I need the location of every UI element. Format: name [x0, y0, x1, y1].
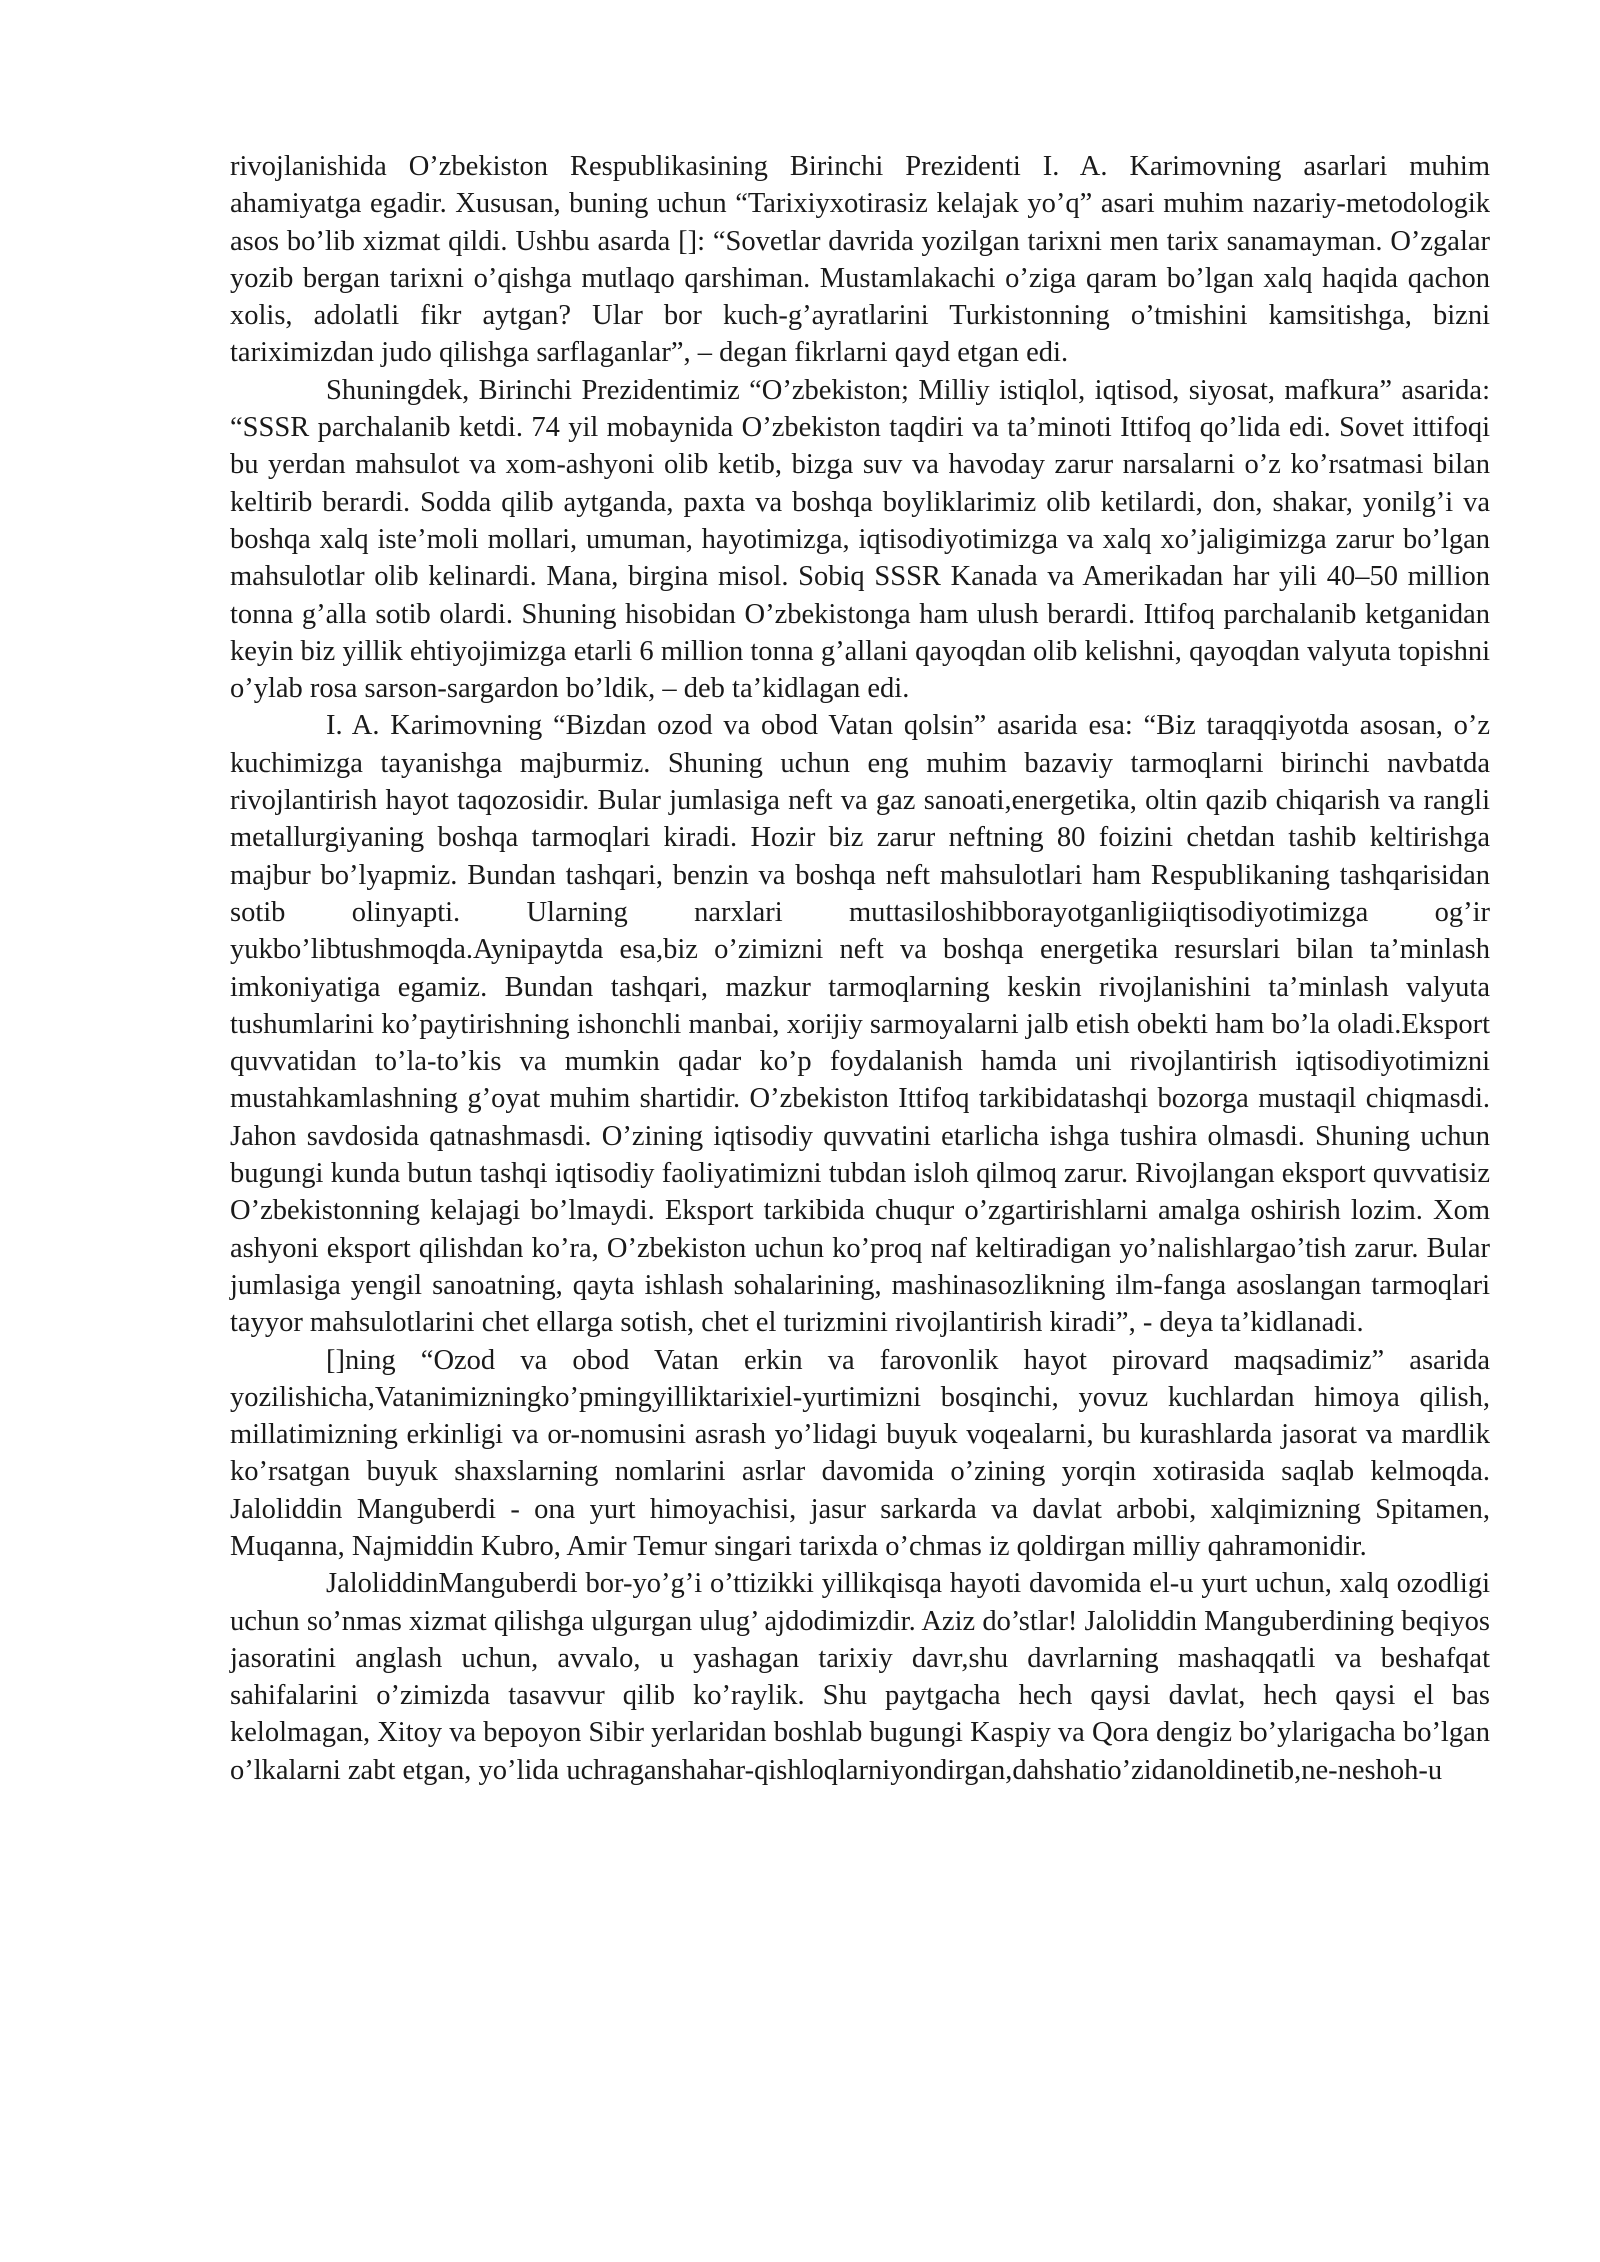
paragraph-1: rivojlanishida O’zbekiston Respublikasining Birinchi Prezidenti I. A. Karimovning asarlari muhim ahamiyatga egadir. Xususan, buning uchun “Tarixiyxotirasiz kelajak yo’q” asari muhim nazariy-metodologik asos bo’lib xizmat qildi. Ushbu asarda []: “Sovetlar davrida yozilgan tarixni men tarix sanamayman. O’zgalar yozib bergan tarixni o’qishga mutlaqo qarshiman. Mustamlakachi o’ziga qaram bo’lgan xalq haqida qachon xolis, adolatli fikr aytgan? Ular bor kuch-g’ayratlarini Turkistonning o’tmishini kamsitishga, bizni tariximizdan judo qilishga sarflaganlar”, – degan fikrlarni qayd etgan edi. — [230, 151, 1490, 369]
paragraph-4: []ning “Ozod va obod Vatan erkin va farovonlik hayot pirovard maqsadimiz” asarida yozilishicha,Vatanimizningko’pmingyilliktarixiel-yurtimizni bosqinchi, yovuz kuchlardan himoya qilish, millatimizning erkinligi va or-nomusini asrash yo’lidagi buyuk voqealarni, bu kurashlarda jasorat va mardlik ko’rsatgan buyuk shaxslarning nomlarini asrlar davomida o’zining yorqin xotirasida saqlab kelmoqda. Jaloliddin Manguberdi - ona yurt himoyachisi, jasur sarkarda va davlat arbobi, xalqimizning Spitamen, Muqanna, Najmiddin Kubro, Amir Temur singari tarixda o’chmas iz qoldirgan milliy qahramonidir. — [230, 1344, 1490, 1562]
paragraph-3: I. A. Karimovning “Bizdan ozod va obod Vatan qolsin” asarida esa: “Biz taraqqiyotda asosan, o’z kuchimizga tayanishga majburmiz. Shuning uchun eng muhim bazaviy tarmoqlarni birinchi navbatda rivojlantirish hayot taqozosidir. Bular jumlasiga neft va gaz sanoati,energetika, oltin qazib chiqarish va rangli metallurgiyaning boshqa tarmoqlari kiradi. Hozir biz zarur neftning 80 foizini chetdan tashib keltirishga majbur bo’lyapmiz. Bundan tashqari, benzin va boshqa neft mahsulotlari ham Respublikaning tashqarisidan sotib olinyapti. Ularning narxlari muttasiloshibborayotganligiiqtisodiyotimizga og’ir yukbo’libtushmoqda.Aynipaytda esa,biz o’zimizni neft va boshqa energetika resurslari bilan ta’minlash imkoniyatiga egamiz. Bundan tashqari, mazkur tarmoqlarning keskin rivojlanishini ta’minlash valyuta tushumlarini ko’paytirishning ishonchli manbai, xorijiy sarmoyalarni jalb etish obekti ham bo’la oladi.Eksport quvvatidan to’la-to’kis va mumkin qadar ko’p foydalanish hamda uni rivojlantirish iqtisodiyotimizni mustahkamlashning g’oyat muhim shartidir. O’zbekiston Ittifoq tarkibidatashqi bozorga mustaqil chiqmasdi. Jahon savdosida qatnashmasdi. O’zining iqtisodiy quvvatini etarlicha ishga tushira olmasdi. Shuning uchun bugungi kunda butun tashqi iqtisodiy faoliyatimizni tubdan isloh qilmoq zarur. Rivojlangan eksport quvvatisiz O’zbekistonning kelajagi bo’lmaydi. Eksport tarkibida chuqur o’zgartirishlarni amalga oshirish lozim. Xom ashyoni eksport qilishdan ko’ra, O’zbekiston uchun ko’proq naf keltiradigan yo’nalishlargao’tish zarur. Bular jumlasiga yengil sanoatning, qayta ishlash sohalarining, mashinasozlikning ilm-fanga asoslangan tarmoqlari tayyor mahsulotlarini chet ellarga sotish, chet el turizmini rivojlantirish kiradi”, - deya ta’kidlanadi. — [230, 710, 1490, 1339]
paragraph-5: JaloliddinManguberdi bor-yo’g’i o’ttizikki yillikqisqa hayoti davomida el-u yurt uchun, xalq ozodligi uchun so’nmas xizmat qilishga ulgurgan ulug’ ajdodimizdir. Aziz do’stlar! Jaloliddin Manguberdining beqiyos jasoratini anglash uchun, avvalo, u yashagan tarixiy davr,shu davrlarning mashaqqatli va beshafqat sahifalarini o’zimizda tasavvur qilib ko’raylik. Shu paytgacha hech qaysi davlat, hech qaysi el bas kelolmagan, Xitoy va bepoyon Sibir yerlaridan boshlab bugungi Kaspiy va Qora dengiz bo’ylarigacha bo’lgan o’lkalarni zabt etgan, yo’lida uchraganshahar-qishloqlarniyondirgan,dahshatio’zidanoldinetib,ne-neshoh-u — [230, 1568, 1490, 1786]
paragraph-2: Shuningdek, Birinchi Prezidentimiz “O’zbekiston; Milliy istiqlol, iqtisod, siyosat, mafkura” asarida: “SSSR parchalanib ketdi. 74 yil mobaynida O’zbekiston taqdiri va ta’minoti Ittifoq qo’lida edi. Sovet ittifoqi bu yerdan mahsulot va xom-ashyoni olib ketib, bizga suv va havoday zarur narsalarni o’z ko’rsatmasi bilan keltirib berardi. Sodda qilib aytganda, paxta va boshqa boyliklarimiz olib ketilardi, don, shakar, yonilg’i va boshqa xalq iste’moli mollari, umuman, hayotimizga, iqtisodiyotimizga va xalq xo’jaligimizga zarur bo’lgan mahsulotlar olib kelinardi. Mana, birgina misol. Sobiq SSSR Kanada va Amerikadan har yili 40–50 million tonna g’alla sotib olardi. Shuning hisobidan O’zbekistonga ham ulush berardi. Ittifoq parchalanib ketganidan keyin biz yillik ehtiyojimizga etarli 6 million tonna g’allani qayoqdan olib kelishni, qayoqdan valyuta topishni o’ylab rosa sarson-sargardon bo’ldik, – deb ta’kidlagan edi. — [230, 374, 1490, 705]
document-page — [230, 148, 1490, 1789]
